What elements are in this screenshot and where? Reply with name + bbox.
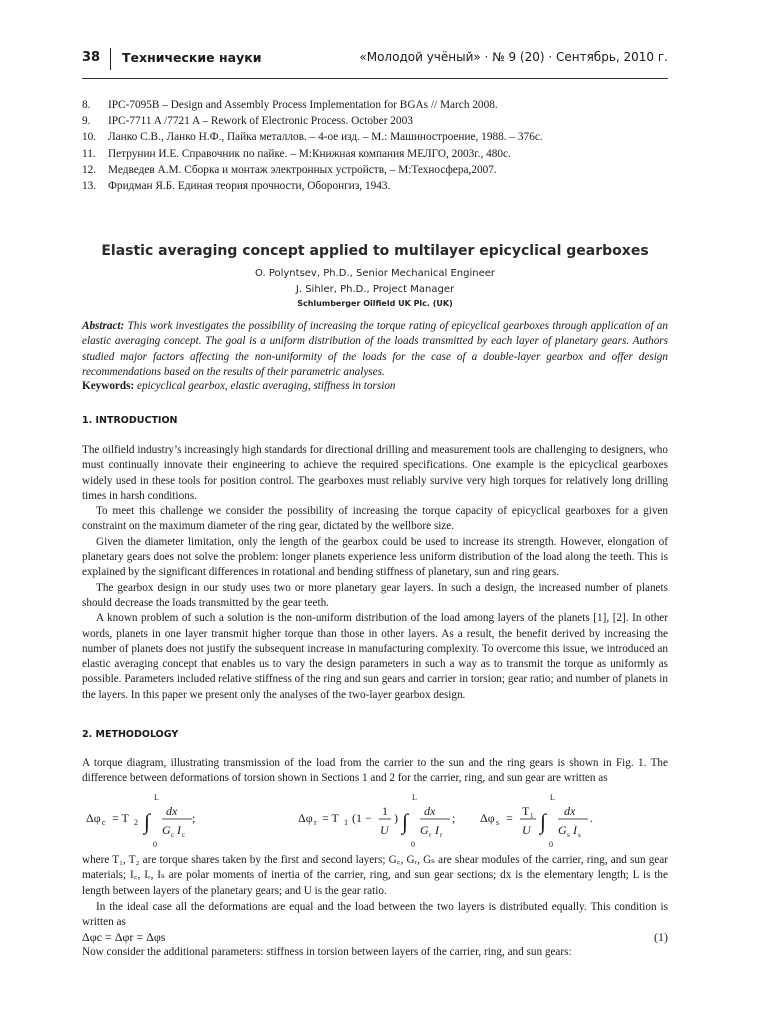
svg-text:L: L: [412, 793, 417, 802]
svg-text:Δφ: Δφ: [298, 811, 313, 825]
equation-1-label: (1): [654, 930, 668, 944]
reference-list: [82, 97, 672, 194]
author-2: J. Sihler, Ph.D., Project Manager: [295, 284, 455, 295]
svg-text:dx: dx: [424, 804, 436, 818]
reference-item: 8. IPC-7095B – Design and Assembly Process Implementation for BGAs // March 2008.: [82, 99, 498, 111]
header-divider: [110, 48, 111, 70]
svg-text:dx: dx: [564, 804, 576, 818]
svg-text:c: c: [171, 831, 175, 839]
paragraph: The oilfield industry’s increasingly high standards for directional drilling and measurement tools are challenging to designers, who must continually innovate their engineering to achieve the required specifications. One example is the epicyclical gearboxes widely used in these tools for position control. The gearboxes must reliably survive very high torques for relatively long drilling times in harsh conditions.: [82, 444, 668, 502]
svg-text:L: L: [550, 793, 555, 802]
running-header: [82, 50, 668, 78]
svg-text:): ): [394, 811, 398, 825]
svg-text:s: s: [496, 818, 500, 827]
reference-item: 10. Ланко С.В., Ланко Н.Ф., Пайка металлов. – 4-ое изд. – М.: Машиностроение, 1988. – 376с.: [82, 131, 543, 144]
svg-text:= T: = T: [322, 811, 339, 825]
reference-item: 12. Медведев А.М. Сборка и монтаж электронных устройств, – М:Техносфера,2007.: [82, 163, 497, 176]
svg-text:1: 1: [530, 812, 534, 820]
svg-text:s: s: [567, 831, 570, 839]
reference-item: 13. Фридман Я.Б. Единая теория прочности, Оборонгиз, 1943.: [82, 180, 391, 193]
svg-text:G: G: [558, 823, 567, 837]
page-number: 38: [82, 50, 101, 65]
svg-text:G: G: [420, 823, 429, 837]
svg-text:Δφ: Δφ: [86, 811, 101, 825]
svg-text:c: c: [102, 818, 106, 827]
svg-text:0: 0: [153, 840, 157, 849]
svg-text:I: I: [177, 823, 181, 837]
svg-text:∫: ∫: [144, 809, 151, 834]
affiliation: Schlumberger Oilfield UK Plc. (UK): [297, 299, 453, 308]
svg-text:Δφ: Δφ: [480, 811, 495, 825]
article-title: Elastic averaging concept applied to multilayer epicyclical gearboxes: [101, 243, 649, 259]
svg-text:G: G: [162, 823, 171, 837]
svg-text:∫: ∫: [540, 809, 547, 834]
svg-text:0: 0: [549, 840, 553, 849]
deformation-formulas: [82, 789, 668, 849]
methodology-para-3: In the ideal case all the deformations are equal and the load between the two layers is distributed equally. This condition is written as: [82, 901, 668, 929]
svg-text:dx: dx: [166, 804, 178, 818]
svg-text:r: r: [314, 818, 317, 827]
header-rule: [82, 78, 668, 79]
journal-info: «Молодой учёный» · № 9 (20) · Сентябрь, 2010 г.: [359, 50, 668, 64]
section-heading-introduction: 1. INTRODUCTION: [82, 415, 178, 426]
svg-text:;: ;: [192, 811, 196, 825]
section-name: Технические науки: [122, 50, 262, 65]
svg-text:0: 0: [411, 840, 415, 849]
svg-text:1: 1: [382, 804, 388, 818]
svg-text:I: I: [435, 823, 439, 837]
svg-text:L: L: [154, 793, 159, 802]
svg-text:=: =: [506, 811, 513, 825]
keywords: [82, 380, 668, 392]
methodology-para-2: where T₁, T₂ are torque shares taken by the first and second layers; G꜀, Gᵣ, Gₛ are shear modules of the carrier, ring, and sun gear materials; I꜀, Iᵣ, Iₛ are polar moments of inertia of the carrier, ring, and sun gear sections; dx is the elementary length; L is the length between layers of the planetary gears; and U is the gear ratio.: [82, 854, 668, 897]
reference-item: 11. Петрунин И.Е. Справочник по пайке. – М:Книжная компания МЕЛГО, 2003г., 480с.: [82, 147, 511, 160]
abstract-text: This work investigates the possibility of increasing the torque rating of epicyclical gearboxes through application of an elastic averaging concept. The goal is a uniform distribution of the loads transmitted by each layer of planetary gears. Authors studied major factors affecting the non-uniformity of the loads for the case of a double-layer gearbox and offer design recommendations based on the results of their parametric analyses.: [82, 320, 668, 379]
svg-text:I: I: [573, 823, 577, 837]
paragraph: To meet this challenge we consider the possibility of increasing the torque capacity of epicyclical gearboxes for a given constraint on the maximum diameter of the ring gear, dictated by the wellbore size.: [82, 505, 668, 533]
svg-text:r: r: [429, 831, 432, 839]
svg-text:;: ;: [452, 811, 456, 825]
paragraph: A known problem of such a solution is the non-uniform distribution of the load among layers of the planets [1], [2]. In other words, planets in one layer transmit higher torque than those in other layers. As a result, the benefit derived by increasing the number of planets does not justify the subsequent increase in manufacturing complexity. To overcome this issue, we introduced an elastic averaging concept that enables us to vary the design parameters in such a way as to transmit the torque as uniformly as possible. Parameters included relative stiffness of the ring and sun gears and carrier in torsion; gear ratio; and number of planets in the layers. In this paper we present only the analyses of the two-layer gearbox design.: [82, 612, 668, 701]
svg-text:T: T: [522, 804, 530, 818]
reference-item: 9. IPC-7711 A /7721 A – Rework of Electronic Process. October 2003: [82, 115, 413, 128]
paragraph: Given the diameter limitation, only the length of the gearbox could be used to increase its strength. However, elongation of planetary gears does not solve the problem: longer planets experience less uniform distribution of the load along the teeth. This is explained by the significant differences in rotational and bending stiffness of planetary, sun and ring gears.: [82, 535, 668, 579]
methodology-para-1: A torque diagram, illustrating transmission of the load from the carrier to the sun and the ring gears is shown in Fig. 1. The difference between deformations of torsion shown in Sections 1 and 2 for the carrier, ring, and sun gear are written as: [82, 757, 668, 785]
svg-text:r: r: [440, 831, 443, 839]
svg-text:U: U: [380, 823, 389, 837]
introduction-body: [82, 443, 668, 703]
methodology-para-4: Now consider the additional parameters: stiffness in torsion between layers of the carrier, ring, and sun gears:: [82, 946, 572, 958]
abstract-label: Abstract:: [82, 320, 125, 332]
keywords-text: epicyclical gearbox, elastic averaging, stiffness in torsion: [134, 380, 396, 392]
abstract: [82, 319, 668, 381]
formula-ring: [298, 793, 455, 849]
keywords-label: Keywords:: [82, 380, 135, 392]
svg-text:1: 1: [344, 818, 348, 827]
section-heading-methodology: 2. METHODOLOGY: [82, 729, 179, 740]
svg-text:∫: ∫: [402, 809, 409, 834]
equation-1-text: Δφc = Δφr = Δφs: [82, 930, 166, 944]
formula-sun: [480, 793, 593, 849]
author-1: O. Polyntsev, Ph.D., Senior Mechanical Engineer: [255, 268, 495, 279]
formula-carrier: [86, 793, 195, 849]
svg-text:U: U: [522, 823, 531, 837]
equation-1: [82, 930, 668, 945]
paragraph: The gearbox design in our study uses two or more planetary gear layers. In such a design, the increased number of planets should decrease the loads transmitted by the gear teeth.: [82, 581, 668, 609]
svg-text:s: s: [578, 831, 581, 839]
svg-text:c: c: [182, 831, 186, 839]
svg-text:(1 −: (1 −: [352, 811, 372, 825]
svg-text:.: .: [590, 811, 593, 825]
svg-text:= T: = T: [112, 811, 129, 825]
svg-text:2: 2: [134, 818, 138, 827]
